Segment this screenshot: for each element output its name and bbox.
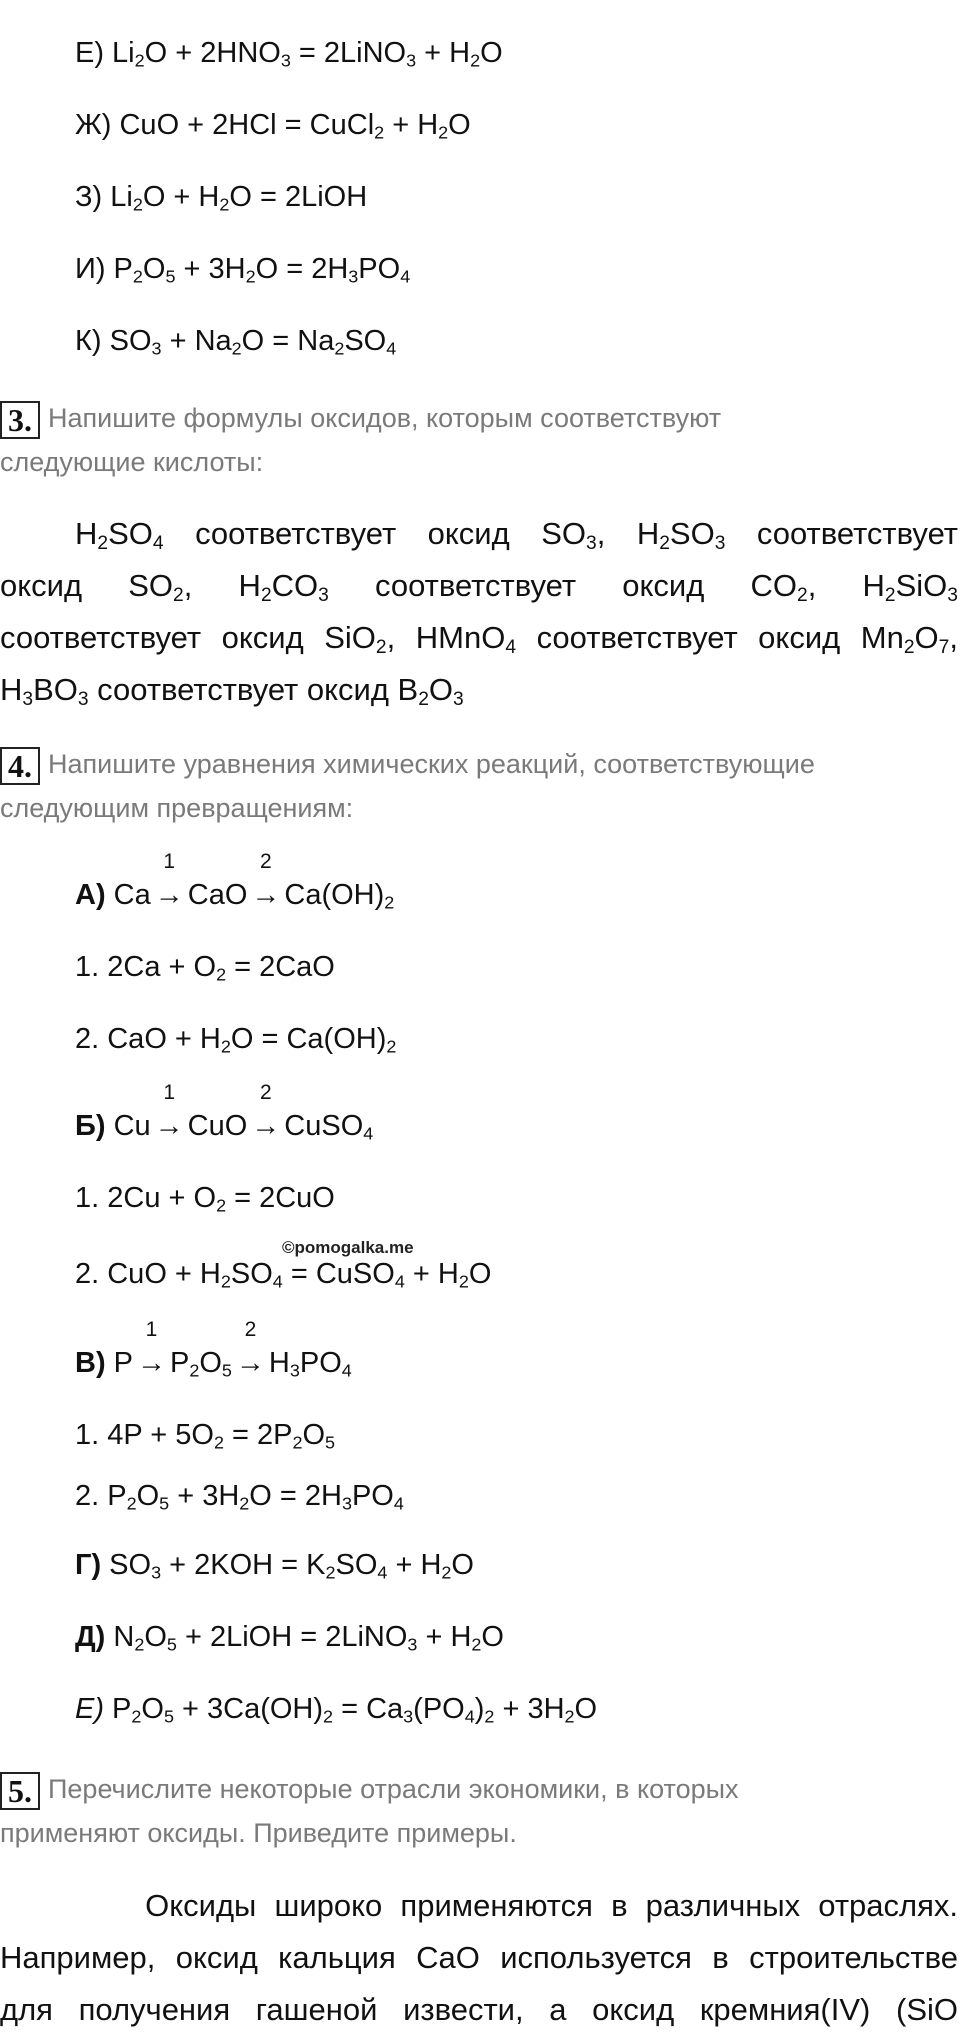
- chain-v: [75, 1318, 352, 1381]
- answer-5: [0, 1880, 958, 2036]
- reaction-a1: 1. $2Ca + O_2 = 2CaO$: [75, 951, 335, 985]
- question-5-line2: применяют оксиды. Приведите примеры.: [0, 1818, 517, 1848]
- reaction-e-label: Е): [75, 1693, 104, 1725]
- question-5-text: Перечислите некоторые отрасли экономики, в которых: [48, 1774, 739, 1804]
- chain-v-mid: $P_2O_5$: [170, 1347, 232, 1381]
- question-4-line2: следующим превращениям:: [0, 793, 354, 823]
- reaction-b2: 2. CuO + $H_2SO_4$ = CuSO$_4$ + $H_2O$: [75, 1258, 492, 1292]
- equation-k: К) $SO_3 + Na_2O = Na_2SO_4$: [75, 325, 397, 359]
- answer-5-line3: для получения гашеной извести, а оксид кремния(IV) (SiO: [0, 1992, 958, 2027]
- step-number: 2: [259, 1081, 272, 1104]
- question-4-line1: [0, 743, 815, 786]
- chain-b-end: CuSO$_4$: [284, 1110, 374, 1144]
- chain-b-mid: CuO: [187, 1110, 248, 1142]
- step-number: 2: [260, 850, 272, 873]
- reaction-v2: 2. $P_2O_5 + 3H_2O = 2H_3PO_4$: [75, 1480, 404, 1514]
- arrow-right-icon: → 2: [235, 1318, 265, 1379]
- equation-z: З) $Li_2O + H_2O$ = 2LiOH: [75, 181, 368, 215]
- question-3-text: Напишите формулы оксидов, которым соответствуют: [48, 403, 722, 433]
- step-number: 2: [244, 1318, 257, 1341]
- chain-b: [75, 1081, 374, 1144]
- chain-v-label: В): [75, 1347, 106, 1379]
- reaction-v1: 1. $4P + 5O_2 = 2P_2O_5$: [75, 1419, 336, 1453]
- answer-5-line1: Оксиды широко применяются в различных отраслях.: [0, 1888, 958, 1923]
- reaction-b1: 1. $2Cu + O_2 = 2CuO$: [75, 1182, 335, 1216]
- question-3-line2: следующие кислоты:: [0, 447, 264, 477]
- reaction-g: [75, 1547, 474, 1583]
- arrow-right-icon: → 2: [251, 850, 281, 911]
- watermark: ©pomogalka.me: [282, 1238, 414, 1257]
- step-number: 1: [163, 850, 176, 873]
- reaction-d: [75, 1619, 504, 1655]
- question-4-number: 4.: [0, 747, 40, 785]
- chain-v-start: P: [113, 1347, 134, 1379]
- chain-a-start: Ca: [113, 879, 151, 911]
- chain-b-label: Б): [75, 1110, 106, 1142]
- question-3-line1: [0, 397, 721, 440]
- reaction-a2: 2. CaO + $H_2O = Ca(OH)_2$: [75, 1023, 397, 1057]
- equation-i: И) $P_2O_5 + 3H_2O = 2H_3PO_4$: [75, 253, 411, 287]
- arrow-right-icon: → 2: [251, 1081, 281, 1142]
- arrow-right-icon: → 1: [154, 1081, 184, 1142]
- question-5-number: 5.: [0, 1772, 40, 1810]
- arrow-right-icon: → 1: [154, 850, 184, 911]
- answer-3-line3: соответствует оксид SiO$_2$, HMnO$_4$ соответствует оксид $Mn_2O_7$,: [0, 620, 958, 658]
- chain-v-end: $H_3PO_4$: [268, 1347, 352, 1381]
- reaction-g-equation: $SO_3 + 2KOH = K_2SO_4 + H_2O$: [101, 1549, 474, 1583]
- equation-e: Е) $Li_2O + 2HNO_3$ = 2LiNO$_3$ + $H_2O$: [75, 37, 503, 71]
- question-5-line1: [0, 1768, 739, 1811]
- answer-3-line2: оксид $SO_2$, $H_2CO_3$ соответствует оксид $CO_2$, $H_2SiO_3$: [0, 568, 958, 606]
- reaction-e-equation: $P_2O_5 + 3Ca(OH)_2 = Ca_3(PO_4)_2 + 3H_2O$: [104, 1693, 598, 1727]
- chain-a-mid: CaO: [187, 879, 248, 911]
- chain-a-label: А): [75, 879, 106, 911]
- answer-5-line2: Например, оксид кальция CaO используется в строительстве: [0, 1940, 958, 1975]
- question-3-number: 3.: [0, 401, 40, 439]
- step-number: 1: [163, 1081, 175, 1104]
- answer-3-line4: $H_3BO_3$ соответствует оксид $B_2O_3$: [0, 672, 464, 710]
- arrow-right-icon: → 1: [137, 1318, 167, 1379]
- chain-a-end: $Ca(OH)_2$: [284, 879, 395, 913]
- chain-a: [75, 850, 395, 913]
- question-4-text: Напишите уравнения химических реакций, соответствующие: [48, 749, 815, 779]
- reaction-e: [75, 1691, 597, 1727]
- step-number: 1: [145, 1318, 158, 1341]
- reaction-d-equation: $N_2O_5$ + 2LiOH = 2LiNO$_3$ + $H_2O$: [105, 1621, 504, 1655]
- equation-zh: Ж) CuO + 2HCl = CuCl$_2$ + $H_2O$: [75, 109, 471, 143]
- reaction-g-label: Г): [75, 1549, 102, 1581]
- chain-b-start: Cu: [113, 1110, 151, 1142]
- answer-3-line1: $H_2SO_4$ соответствует оксид $SO_3$, $H_2SO_3$ соответствует: [75, 516, 958, 554]
- reaction-d-label: Д): [75, 1621, 106, 1653]
- answer-3: [0, 508, 958, 716]
